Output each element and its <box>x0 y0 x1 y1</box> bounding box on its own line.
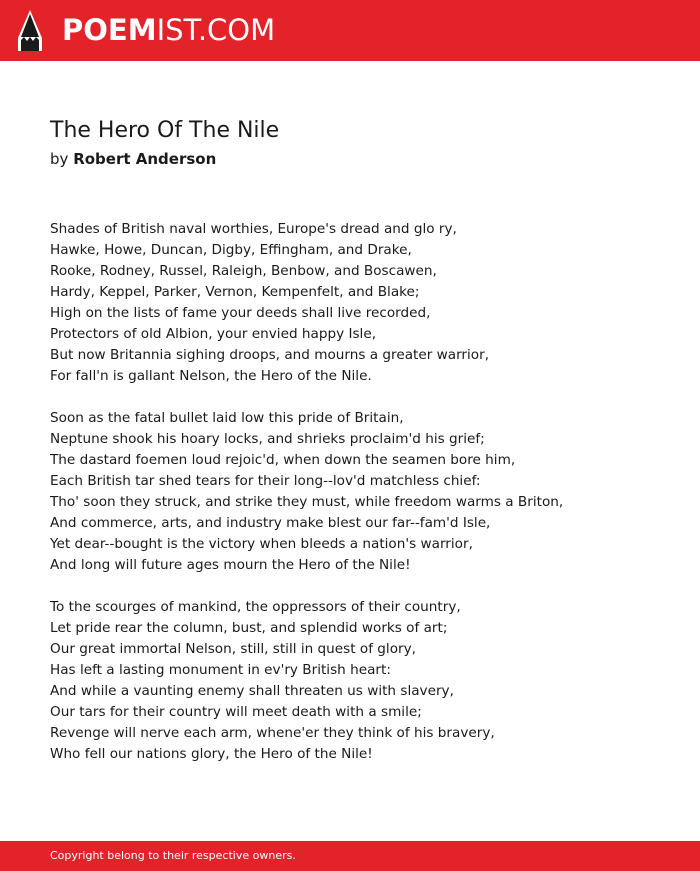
poem-line: For fall'n is gallant Nelson, the Hero of the Nile. <box>50 368 372 384</box>
poem-line: Each British tar shed tears for their long--lov'd matchless chief: <box>50 473 481 489</box>
poem-title: The Hero Of The Nile <box>50 118 280 143</box>
poem-line: Protectors of old Albion, your envied happy Isle, <box>50 326 377 342</box>
poem-line: Revenge will nerve each arm, whene'er they think of his bravery, <box>50 725 495 741</box>
poem-line: Hawke, Howe, Duncan, Digby, Effingham, and Drake, <box>50 242 412 258</box>
logo-bold-text: POEM <box>62 13 157 47</box>
copyright-text: Copyright belong to their respective owners. <box>50 849 296 862</box>
poem-body <box>50 219 670 786</box>
site-logo[interactable] <box>62 13 275 47</box>
poem-line: Rooke, Rodney, Russel, Raleigh, Benbow, and Boscawen, <box>50 263 437 279</box>
poem-line: Our tars for their country will meet death with a smile; <box>50 704 422 720</box>
stanza <box>50 597 670 765</box>
poem-line: Let pride rear the column, bust, and splendid works of art; <box>50 620 448 636</box>
poem-line: High on the lists of fame your deeds shall live recorded, <box>50 305 431 321</box>
poem-line: And commerce, arts, and industry make blest our far--fam'd Isle, <box>50 515 491 531</box>
poem-line: Hardy, Keppel, Parker, Vernon, Kempenfelt, and Blake; <box>50 284 420 300</box>
author-name: Robert Anderson <box>73 150 217 168</box>
poem-line: Yet dear--bought is the victory when bleeds a nation's warrior, <box>50 536 473 552</box>
poem-line: Shades of British naval worthies, Europe's dread and glo ry, <box>50 221 457 237</box>
poem-line: Tho' soon they struck, and strike they must, while freedom warms a Briton, <box>50 494 564 510</box>
poem-line: The dastard foemen loud rejoic'd, when down the seamen bore him, <box>50 452 516 468</box>
byline-prefix: by <box>50 150 69 168</box>
poem-line: Our great immortal Nelson, still, still in quest of glory, <box>50 641 416 657</box>
poem-line: To the scourges of mankind, the oppressors of their country, <box>50 599 461 615</box>
poem-line: Soon as the fatal bullet laid low this pride of Britain, <box>50 410 404 426</box>
stanza <box>50 219 670 387</box>
pencil-icon <box>18 10 42 51</box>
poem-line: And long will future ages mourn the Hero of the Nile! <box>50 557 411 573</box>
poem-line: Who fell our nations glory, the Hero of the Nile! <box>50 746 373 762</box>
poem-line: Has left a lasting monument in ev'ry British heart: <box>50 662 391 678</box>
poem-line: And while a vaunting enemy shall threaten us with slavery, <box>50 683 454 699</box>
byline <box>50 148 216 170</box>
site-footer <box>0 841 700 871</box>
stanza <box>50 408 670 576</box>
site-header <box>0 0 700 61</box>
poem-line: Neptune shook his hoary locks, and shrieks proclaim'd his grief; <box>50 431 485 447</box>
logo-light-text: IST.COM <box>156 13 276 47</box>
poem-line: But now Britannia sighing droops, and mourns a greater warrior, <box>50 347 490 363</box>
